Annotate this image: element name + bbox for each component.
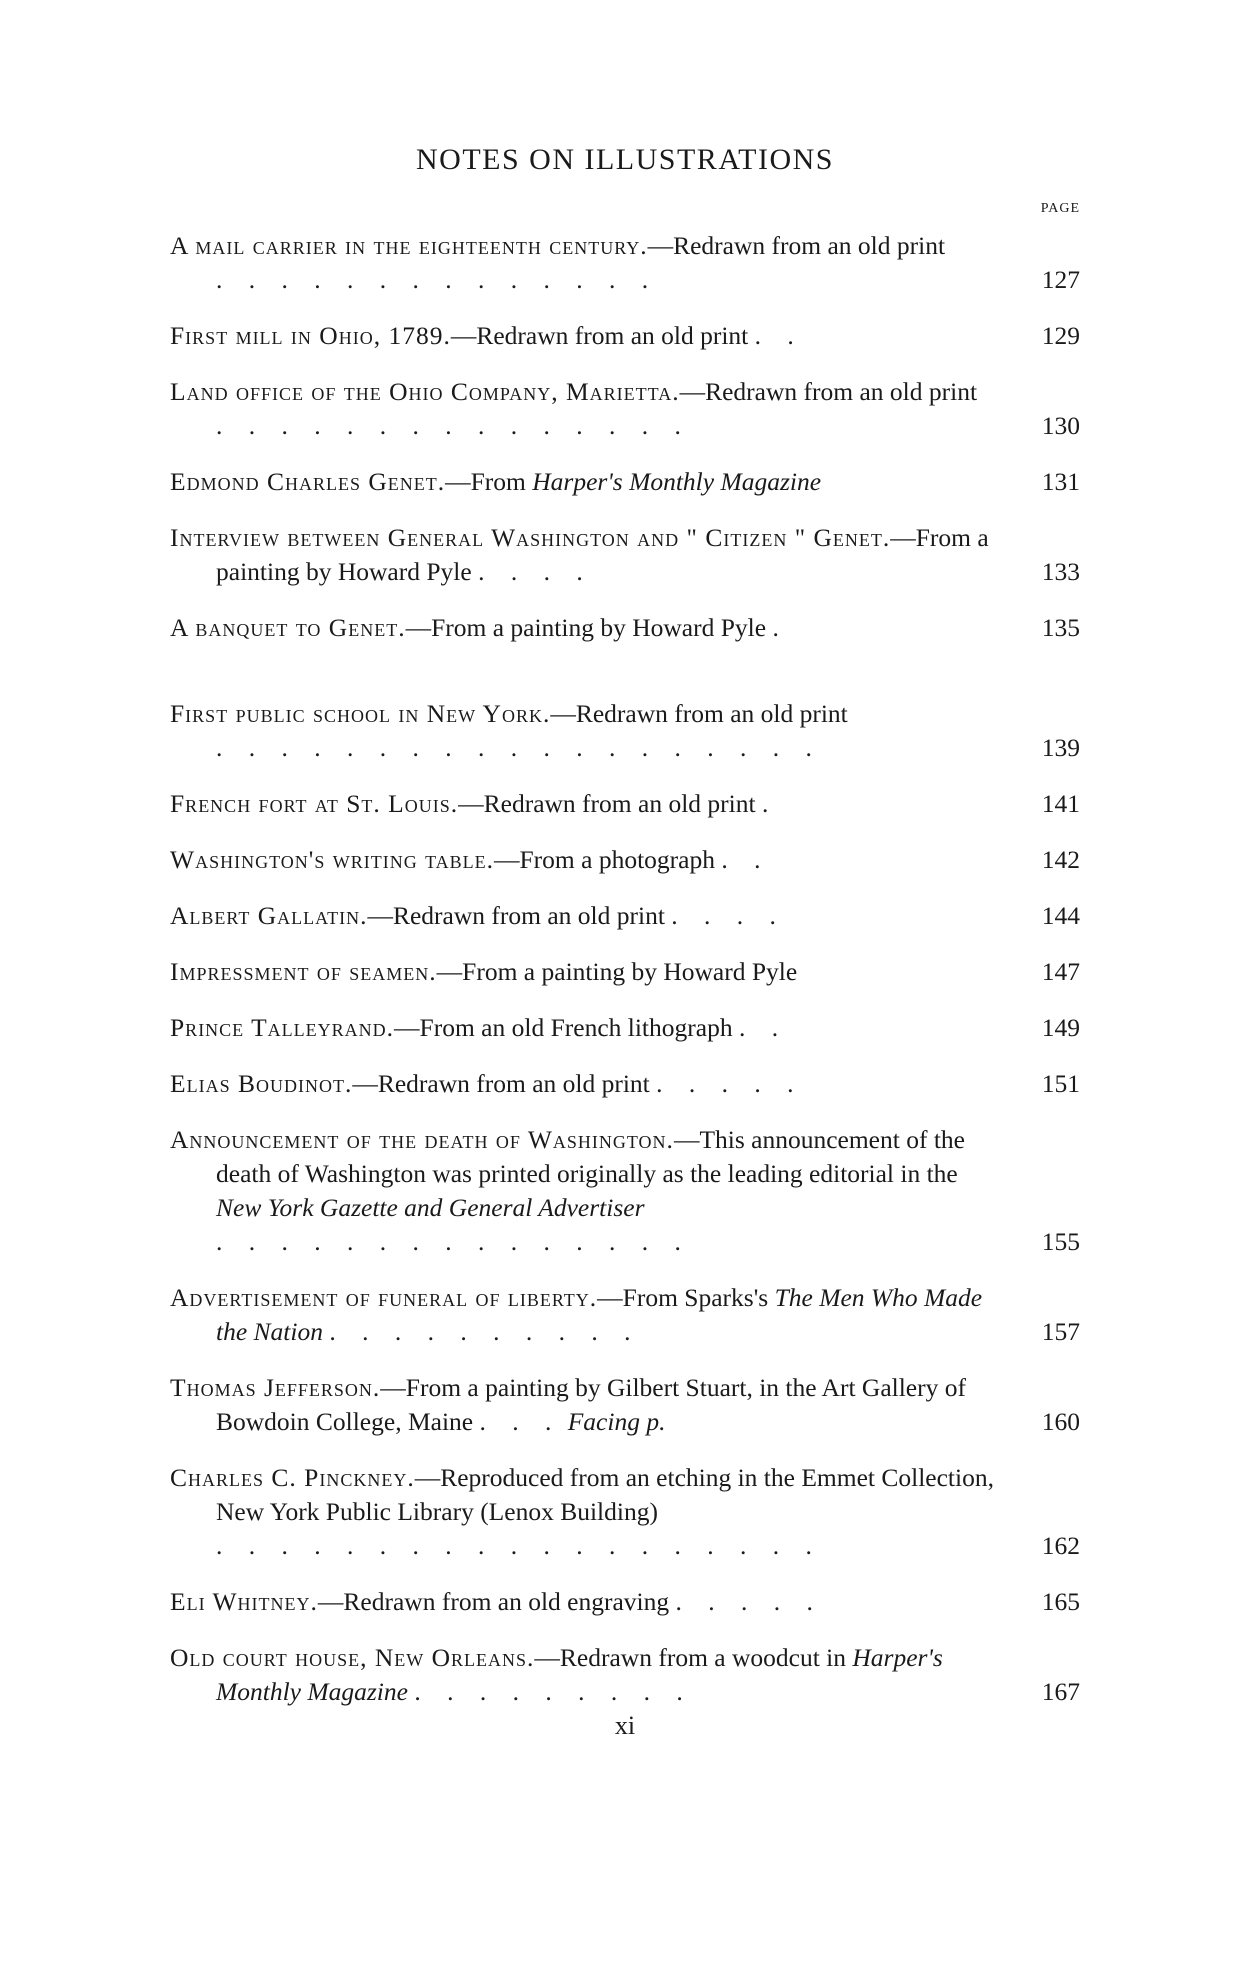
entry-title: Old court house, New Orleans. bbox=[170, 1643, 535, 1672]
entry-page-number: 167 bbox=[1041, 1677, 1080, 1706]
entry-title: A banquet to Genet. bbox=[170, 613, 406, 642]
list-item bbox=[170, 843, 1080, 877]
entry-description: —Reproduced from an etching in the Emmet Collection, New York Public Library (Lenox Building) bbox=[216, 1463, 994, 1526]
entry-page-number: 135 bbox=[1041, 613, 1080, 642]
entry-page-number: 157 bbox=[1041, 1317, 1080, 1346]
list-item bbox=[170, 1641, 1080, 1709]
entry-description: —Redrawn from an old print bbox=[679, 377, 978, 406]
illustrations-list bbox=[170, 199, 1080, 1709]
entry-page-number: 141 bbox=[1041, 789, 1080, 818]
entry-description: —From a painting by Howard Pyle bbox=[405, 613, 767, 642]
entry-page-number: 155 bbox=[1041, 1227, 1080, 1256]
entry-title: Interview between General Washington and " Citizen " Genet. bbox=[170, 523, 891, 552]
list-item bbox=[170, 521, 1080, 589]
entry-description: —Redrawn from an old print bbox=[647, 231, 946, 260]
page-title: NOTES ON ILLUSTRATIONS bbox=[416, 143, 834, 176]
list-item bbox=[170, 1123, 1080, 1259]
entry-source-title: Harper's Monthly Magazine bbox=[216, 1643, 943, 1706]
leader-dots: . . . . . bbox=[656, 1069, 804, 1098]
entry-description: —From a photograph bbox=[494, 845, 715, 874]
entry-page-number: 160 bbox=[1041, 1407, 1080, 1436]
leader-dots: . . . . . . . . . . . . . . . bbox=[216, 1227, 691, 1256]
entry-title: Land office of the Ohio Company, Marietta. bbox=[170, 377, 680, 406]
entry-title: Impressment of seamen. bbox=[170, 957, 437, 986]
entry-source-title: Harper's Monthly Magazine bbox=[532, 467, 822, 496]
entry-title: Charles C. Pinckney. bbox=[170, 1463, 415, 1492]
entry-source-title: The Men Who Made the Nation bbox=[216, 1283, 983, 1346]
entry-title: A mail carrier in the eighteenth century. bbox=[170, 231, 648, 260]
entry-description: —Redrawn from an old engraving bbox=[317, 1587, 670, 1616]
entry-description: —Redrawn from an old print bbox=[458, 789, 756, 818]
leader-dots: . . . . . bbox=[675, 1587, 823, 1616]
entry-page-number: 165 bbox=[1041, 1587, 1080, 1616]
entry-title: Edmond Charles Genet. bbox=[170, 467, 446, 496]
page-column-label: PAGE bbox=[1040, 201, 1080, 216]
entry-title: Eli Whitney. bbox=[170, 1587, 318, 1616]
entry-description: —Redrawn from a woodcut in bbox=[534, 1643, 853, 1672]
leader-dots: . . . . . . . . . . bbox=[329, 1317, 641, 1346]
list-item bbox=[170, 611, 1080, 645]
leader-dots: . . . . bbox=[671, 901, 786, 930]
entry-description: —Redrawn from an old print bbox=[352, 1069, 650, 1098]
entry-description: —From a painting by Howard Pyle bbox=[216, 523, 989, 586]
entry-title: French fort at St. Louis. bbox=[170, 789, 459, 818]
entry-description: —Redrawn from an old print bbox=[550, 699, 848, 728]
leader-dots: . . bbox=[754, 321, 804, 350]
entry-page-number: 129 bbox=[1041, 321, 1080, 350]
entry-description: —Redrawn from an old print bbox=[367, 901, 665, 930]
leader-dots: . bbox=[772, 613, 789, 642]
list-item bbox=[170, 319, 1080, 353]
entry-page-number: 151 bbox=[1041, 1069, 1080, 1098]
entry-page-number: 130 bbox=[1041, 411, 1080, 440]
list-item bbox=[170, 899, 1080, 933]
leader-dots: . . . . . . . . . . . . . . bbox=[216, 265, 659, 294]
leader-dots: . . . bbox=[479, 1407, 562, 1436]
entry-source-title: New York Gazette and General Advertiser bbox=[216, 1193, 645, 1222]
leader-dots: . bbox=[761, 789, 779, 818]
entry-description: —From a painting by Howard Pyle bbox=[436, 957, 798, 986]
entry-description: —From bbox=[445, 467, 533, 496]
list-item bbox=[170, 697, 1080, 765]
entry-page-number: 131 bbox=[1041, 467, 1080, 496]
entry-title: Washington's writing table. bbox=[170, 845, 494, 874]
leader-dots: . . . . . . . . . . . . . . . . . . . bbox=[216, 733, 822, 762]
entry-page-number: 139 bbox=[1041, 733, 1080, 762]
list-item bbox=[170, 1371, 1080, 1439]
entry-description: —From Sparks's bbox=[597, 1283, 775, 1312]
facing-page-label: Facing p. bbox=[567, 1407, 666, 1436]
entry-page-number: 144 bbox=[1041, 901, 1080, 930]
entry-title: First mill in Ohio, 1789. bbox=[170, 321, 451, 350]
entry-title: Elias Boudinot. bbox=[170, 1069, 353, 1098]
entry-title: Advertisement of funeral of liberty. bbox=[170, 1283, 598, 1312]
list-item bbox=[170, 229, 1080, 297]
leader-dots: . . bbox=[738, 1013, 789, 1042]
leader-dots: . . . . . . . . . bbox=[414, 1677, 693, 1706]
list-item bbox=[170, 787, 1080, 821]
list-item bbox=[170, 375, 1080, 443]
entry-page-number: 147 bbox=[1041, 957, 1080, 986]
entry-page-number: 162 bbox=[1041, 1531, 1080, 1560]
entry-title: Thomas Jefferson. bbox=[170, 1373, 381, 1402]
entry-description: —From an old French lithograph bbox=[394, 1013, 733, 1042]
entry-title: Albert Gallatin. bbox=[170, 901, 368, 930]
entry-page-number: 142 bbox=[1041, 845, 1080, 874]
leader-dots: . . bbox=[721, 845, 771, 874]
list-item bbox=[170, 1281, 1080, 1349]
entry-page-number: 127 bbox=[1041, 265, 1080, 294]
entry-description: —This announcement of the death of Washington was printed originally as the leading editorial in the bbox=[216, 1125, 965, 1188]
entry-page-number: 149 bbox=[1041, 1013, 1080, 1042]
entry-description: —Redrawn from an old print bbox=[450, 321, 749, 350]
list-item bbox=[170, 1011, 1080, 1045]
entry-title: First public school in New York. bbox=[170, 699, 551, 728]
page-folio: xi bbox=[614, 1711, 636, 1740]
leader-dots: . . . . . . . . . . . . . . . bbox=[216, 411, 691, 440]
list-item bbox=[170, 1067, 1080, 1101]
entry-page-number: 133 bbox=[1041, 557, 1080, 586]
entry-title: Prince Talleyrand. bbox=[170, 1013, 395, 1042]
list-item bbox=[170, 1585, 1080, 1619]
leader-dots: . . . . . . . . . . . . . . . . . . . bbox=[216, 1531, 822, 1560]
entry-description: —From a painting by Gilbert Stuart, in the Art Gallery of Bowdoin College, Maine bbox=[216, 1373, 966, 1436]
entry-title: Announcement of the death of Washington. bbox=[170, 1125, 674, 1154]
list-item bbox=[170, 465, 1080, 499]
list-item bbox=[170, 955, 1080, 989]
leader-dots: . . . . bbox=[478, 557, 593, 586]
list-item bbox=[170, 1461, 1080, 1563]
